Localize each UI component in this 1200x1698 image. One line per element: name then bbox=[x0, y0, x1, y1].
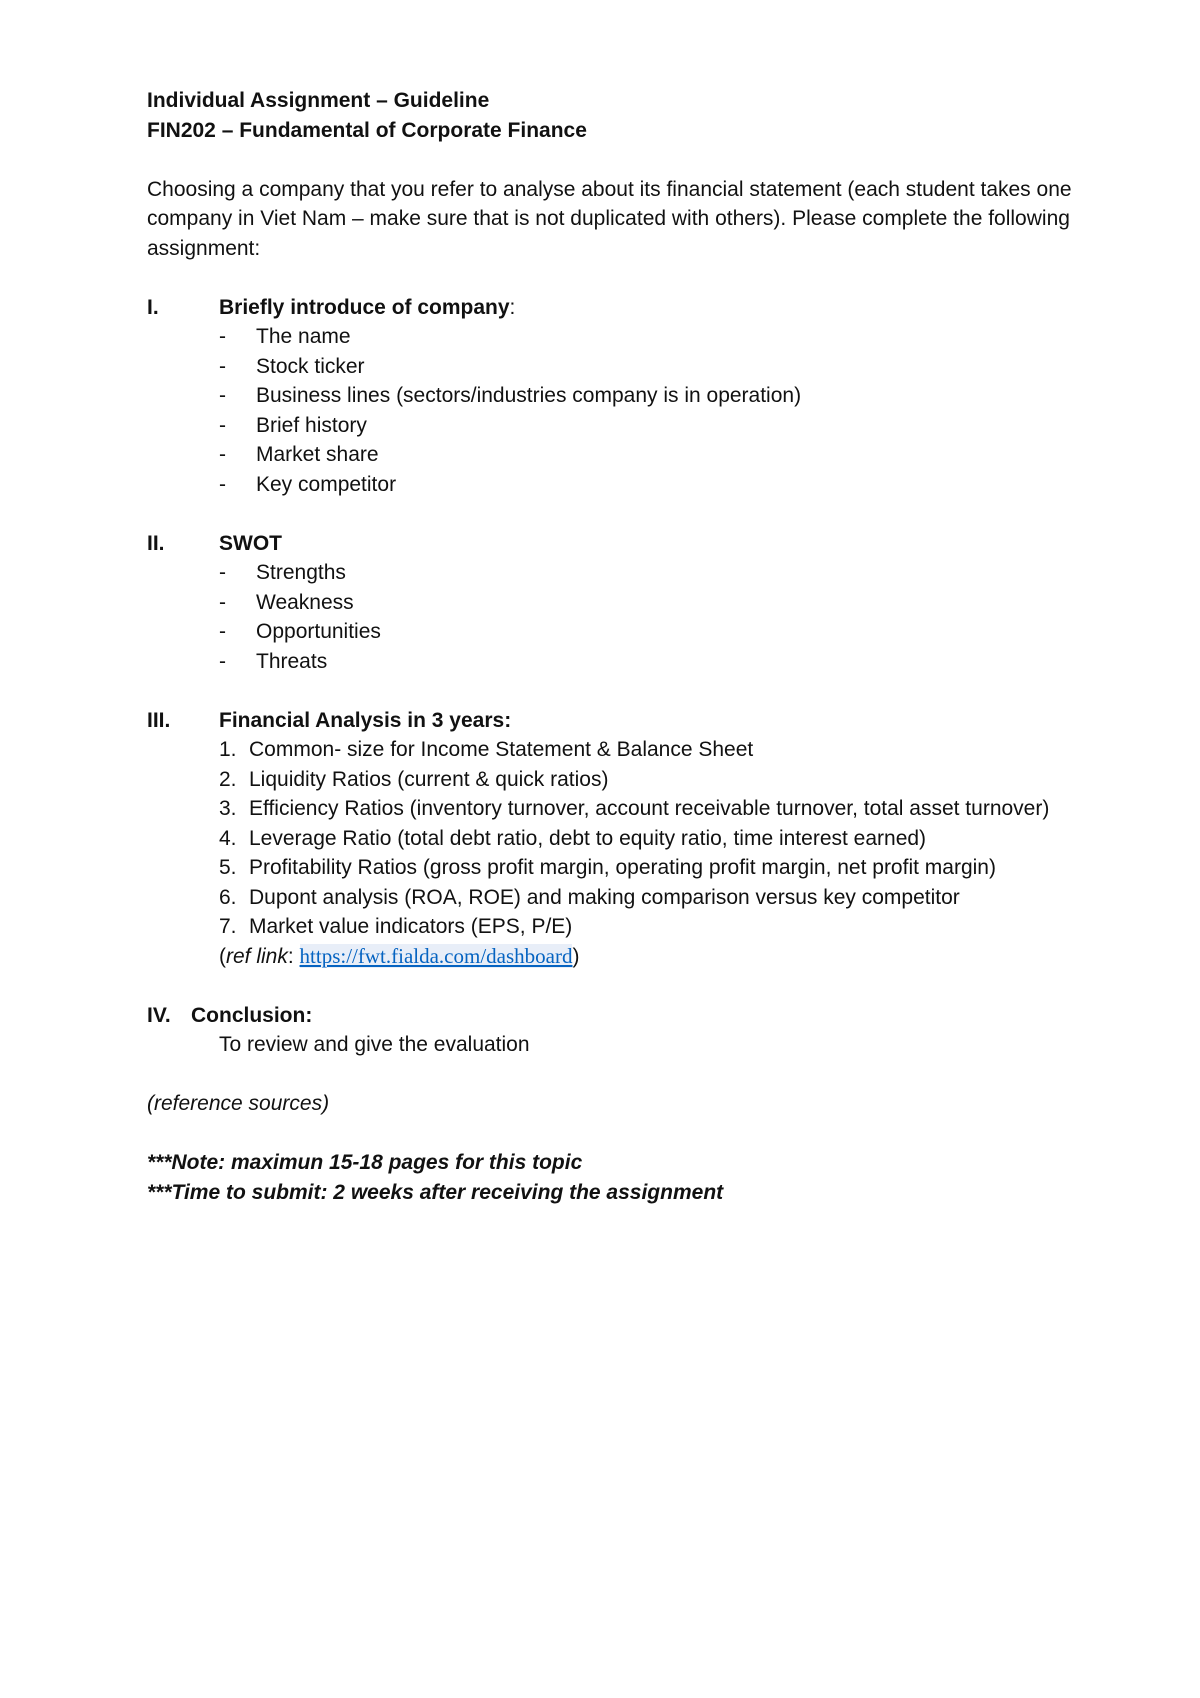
intro-line-2: company in Viet Nam – make sure that is not duplicated with others). Please complete the following bbox=[147, 207, 1070, 230]
list-number: 3. bbox=[219, 797, 237, 820]
list-item bbox=[147, 647, 1147, 677]
list-item-text: The name bbox=[256, 325, 351, 348]
section-3-title: Financial Analysis in 3 years: bbox=[219, 708, 512, 732]
list-item-text: Stock ticker bbox=[256, 354, 365, 378]
note-page-limit: ***Note: maximun 15-18 pages for this topic bbox=[147, 1151, 583, 1174]
list-item-text: Strengths bbox=[256, 561, 346, 584]
list-item-text: Dupont analysis (ROA, ROE) and making comparison versus key competitor bbox=[249, 885, 960, 909]
spacer bbox=[147, 971, 1147, 1001]
document-page bbox=[147, 86, 1147, 1207]
list-item bbox=[147, 470, 1147, 500]
section-3-list bbox=[147, 735, 1147, 942]
note-submission-time: ***Time to submit: 2 weeks after receiving the assignment bbox=[147, 1180, 724, 1204]
section-4-title: Conclusion: bbox=[191, 1003, 313, 1027]
list-item-text: Key competitor bbox=[256, 472, 397, 496]
list-item bbox=[147, 735, 1147, 765]
section-4-numeral: IV. bbox=[147, 1003, 171, 1027]
bullet-dash: - bbox=[219, 472, 226, 496]
list-item bbox=[147, 440, 1147, 470]
spacer bbox=[147, 145, 1147, 175]
section-3-heading bbox=[147, 706, 1147, 736]
bullet-dash: - bbox=[219, 354, 226, 378]
spacer bbox=[147, 1060, 1147, 1090]
intro-line-3: assignment: bbox=[147, 236, 261, 260]
section-4-heading bbox=[147, 1001, 1147, 1031]
list-item bbox=[147, 617, 1147, 647]
section-1-list bbox=[147, 322, 1147, 499]
list-item-text: Profitability Ratios (gross profit margin, operating profit margin, net profit margin) bbox=[249, 856, 996, 879]
reference-sources: (reference sources) bbox=[147, 1092, 330, 1115]
list-item-text: Opportunities bbox=[256, 620, 381, 643]
section-2-list bbox=[147, 558, 1147, 676]
list-number: 6. bbox=[219, 885, 237, 909]
list-item bbox=[147, 411, 1147, 441]
list-item-text: Weakness bbox=[256, 590, 354, 614]
ref-open-paren: ( bbox=[219, 944, 226, 968]
bullet-dash: - bbox=[219, 620, 226, 643]
list-number: 2. bbox=[219, 767, 237, 791]
reference-link[interactable]: https://fwt.fialda.com/dashboard bbox=[299, 943, 573, 968]
bullet-dash: - bbox=[219, 590, 226, 614]
bullet-dash: - bbox=[219, 384, 226, 407]
list-item bbox=[147, 794, 1147, 824]
bullet-dash: - bbox=[219, 649, 226, 673]
spacer bbox=[147, 676, 1147, 706]
list-item bbox=[147, 824, 1147, 854]
bullet-dash: - bbox=[219, 413, 226, 437]
list-item-text: Brief history bbox=[256, 413, 367, 437]
list-number: 4. bbox=[219, 826, 237, 850]
list-item bbox=[147, 853, 1147, 883]
intro-line-1: Choosing a company that you refer to analyse about its financial statement (each student takes one bbox=[147, 177, 1072, 201]
section-1-numeral: I. bbox=[147, 295, 159, 319]
bullet-dash: - bbox=[219, 443, 226, 466]
bullet-dash: - bbox=[219, 561, 226, 584]
list-item-text: Leverage Ratio (total debt ratio, debt to equity ratio, time interest earned) bbox=[249, 826, 927, 850]
section-1-title-colon: : bbox=[509, 295, 516, 319]
spacer bbox=[147, 263, 1147, 293]
list-item-text: Threats bbox=[256, 649, 328, 673]
list-number: 5. bbox=[219, 856, 237, 879]
list-item-text: Market share bbox=[256, 443, 379, 466]
spacer bbox=[147, 1119, 1147, 1149]
conclusion-body: To review and give the evaluation bbox=[219, 1033, 530, 1056]
section-3-numeral: III. bbox=[147, 708, 171, 732]
section-1-title: Briefly introduce of company bbox=[219, 295, 510, 319]
reference-link-line bbox=[147, 942, 1147, 972]
course-title: FIN202 – Fundamental of Corporate Finance bbox=[147, 118, 587, 142]
list-item bbox=[147, 765, 1147, 795]
section-2-title: SWOT bbox=[219, 531, 282, 555]
list-item-text: Business lines (sectors/industries company is in operation) bbox=[256, 384, 802, 407]
list-number: 1. bbox=[219, 738, 237, 761]
list-item bbox=[147, 883, 1147, 913]
list-number: 7. bbox=[219, 915, 237, 938]
list-item-text: Efficiency Ratios (inventory turnover, account receivable turnover, total asset turnover) bbox=[249, 797, 1050, 820]
section-2-numeral: II. bbox=[147, 531, 165, 555]
ref-link-label: ref link bbox=[226, 944, 288, 968]
list-item-text: Liquidity Ratios (current & quick ratios) bbox=[249, 767, 609, 791]
list-item-text: Common- size for Income Statement & Balance Sheet bbox=[249, 738, 754, 761]
section-2-heading bbox=[147, 529, 1147, 559]
list-item bbox=[147, 588, 1147, 618]
list-item bbox=[147, 558, 1147, 588]
list-item-text: Market value indicators (EPS, P/E) bbox=[249, 915, 573, 938]
list-item bbox=[147, 381, 1147, 411]
section-1-heading bbox=[147, 293, 1147, 323]
list-item bbox=[147, 322, 1147, 352]
ref-close-paren: ) bbox=[572, 944, 580, 968]
spacer bbox=[147, 499, 1147, 529]
ref-colon: : bbox=[287, 944, 300, 968]
list-item bbox=[147, 352, 1147, 382]
bullet-dash: - bbox=[219, 325, 226, 348]
document-title: Individual Assignment – Guideline bbox=[147, 89, 490, 112]
list-item bbox=[147, 912, 1147, 942]
